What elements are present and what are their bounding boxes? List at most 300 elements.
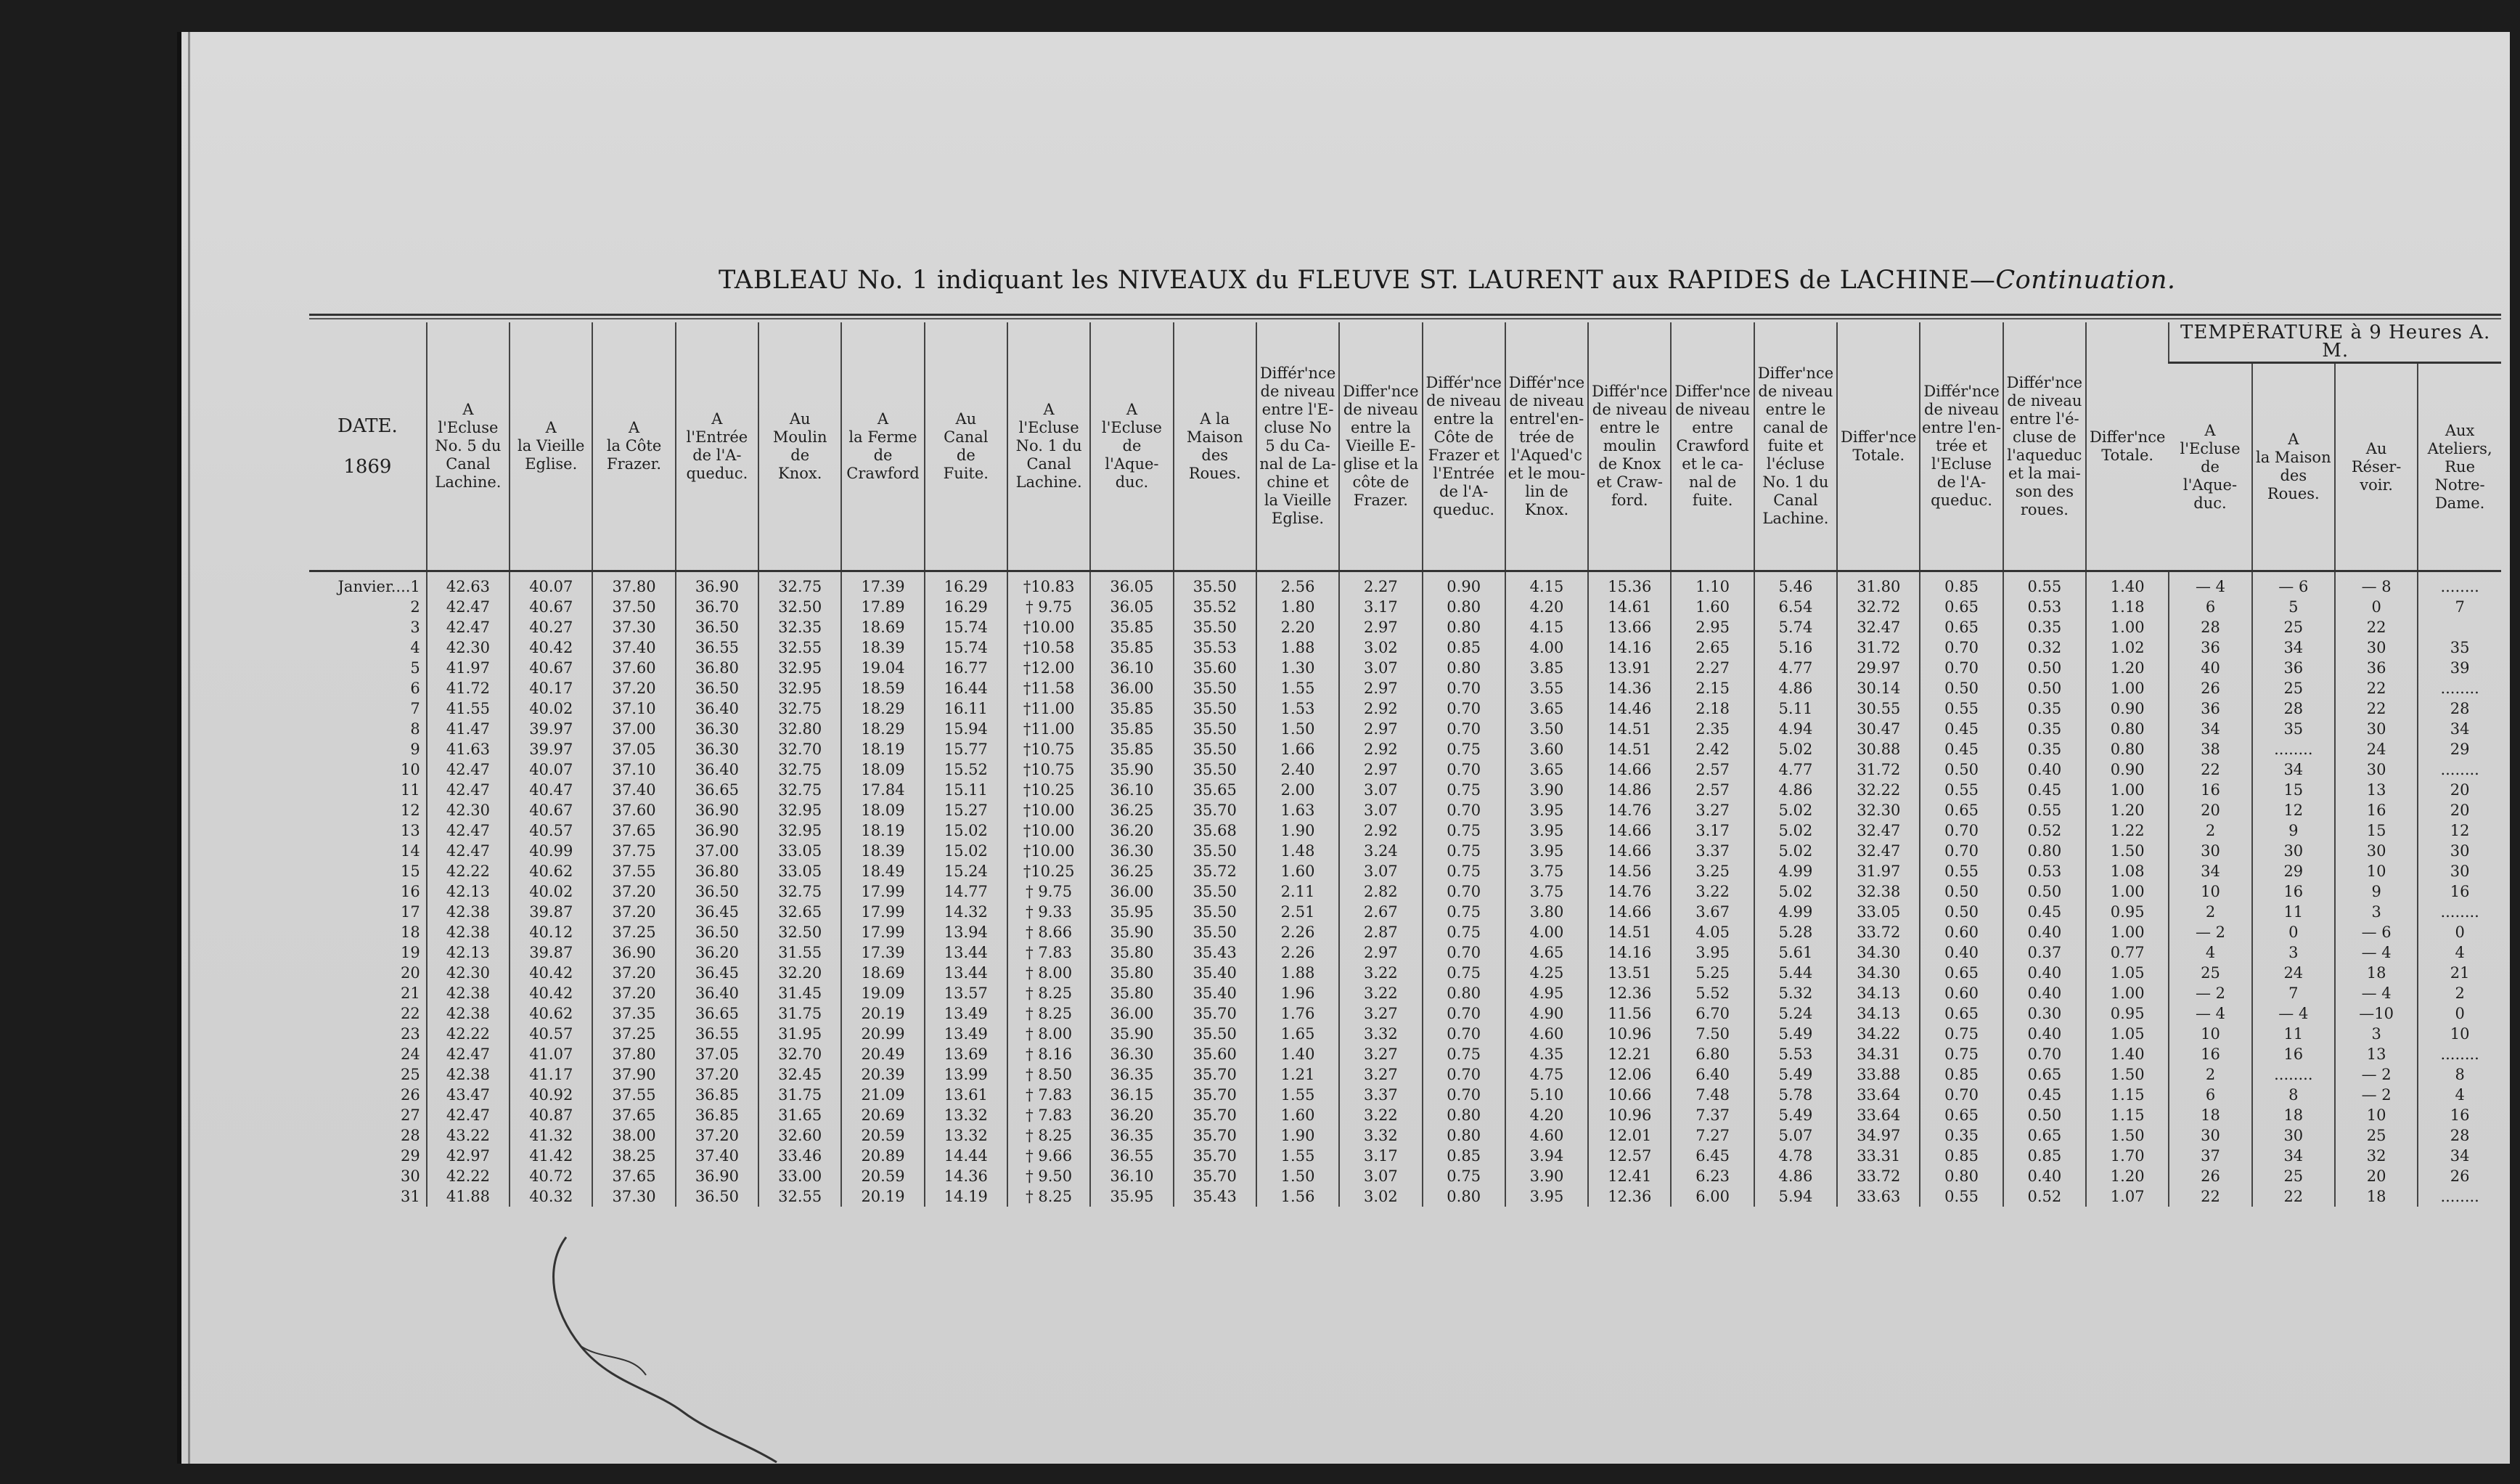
value-cell: † 7.83 [1007,942,1090,963]
value-cell: 10 [2418,1024,2501,1044]
table-row [309,759,2501,780]
value-cell: 35.70 [1174,1085,1256,1105]
header-line: voir. [2360,476,2393,494]
value-cell: 15.94 [925,719,1007,739]
value-cell: 2.51 [1256,902,1339,922]
value-cell: 1.55 [1256,1085,1339,1105]
value-cell: 15.52 [925,759,1007,780]
value-cell: 0.90 [2086,698,2169,719]
value-cell: 3.27 [1339,1044,1422,1064]
date-cell: 14 [401,842,420,860]
value-cell: 36.70 [676,597,758,617]
value-cell: 41.17 [510,1064,592,1085]
value-cell: 15 [2252,780,2335,800]
title-italic: Continuation. [1995,266,2176,295]
value-cell: 6.80 [1671,1044,1754,1064]
date-cell: 5 [410,659,420,677]
value-cell: 0.40 [2003,1024,2086,1044]
value-cell: 0.70 [1423,759,1505,780]
value-cell: † 8.25 [1007,983,1090,1003]
date-cell: 19 [401,944,420,961]
value-cell: 40.47 [510,780,592,800]
table-row [309,942,2501,963]
value-cell: 42.13 [427,881,510,902]
header-line: Rue [2445,457,2476,476]
value-cell: † 8.00 [1007,963,1090,983]
value-cell: 1.15 [2086,1085,2169,1105]
value-cell: 2.57 [1671,780,1754,800]
value-cell: 4.99 [1754,902,1837,922]
value-cell: 2.87 [1339,922,1422,942]
value-cell: 18 [2252,1105,2335,1125]
value-cell: 35 [2418,637,2501,658]
value-cell: 35.85 [1090,617,1173,637]
value-cell: 41.88 [427,1186,510,1207]
table-header [309,322,2501,571]
value-cell: 29 [2418,739,2501,759]
value-cell: 26 [2418,1166,2501,1186]
value-cell: 32.75 [758,759,841,780]
value-cell: 34 [2418,719,2501,739]
value-cell: 0.40 [2003,759,2086,780]
value-cell: 1.60 [1256,861,1339,881]
value-cell: 3.90 [1505,1166,1588,1186]
value-cell: 12.41 [1588,1166,1671,1186]
value-cell: 34 [2169,861,2251,881]
value-cell: 21 [2418,963,2501,983]
value-cell: 36 [2252,658,2335,678]
header-line: 5 du Ca- [1265,437,1330,454]
value-cell: 36.00 [1090,678,1173,698]
header-line: glise et la [1343,455,1419,473]
table-row [309,1105,2501,1125]
value-cell: 4.60 [1505,1024,1588,1044]
value-cell: 1.80 [1256,597,1339,617]
header-line: roues. [2020,500,2069,518]
value-cell: 21.09 [841,1085,924,1105]
value-cell: 2.97 [1339,678,1422,698]
header-line: Frazer et [1428,446,1500,464]
value-cell: †10.75 [1007,759,1090,780]
value-cell: 4.65 [1505,942,1588,963]
header-temperature-group: TEMPÉRATURE à 9 Heures A. M. [2169,322,2501,363]
value-cell: 16.44 [925,678,1007,698]
value-cell: 0.45 [2003,902,2086,922]
value-cell: 42.22 [427,1024,510,1044]
value-cell: 1.50 [2086,1125,2169,1146]
value-cell: 0.70 [1920,1085,2002,1105]
header-line: A [877,409,889,428]
value-cell: 37.75 [592,841,675,861]
value-cell: † 9.66 [1007,1146,1090,1166]
header-line: son des [2015,482,2074,500]
value-cell: 18.09 [841,800,924,820]
value-cell: 40.02 [510,881,592,902]
value-cell: 3.22 [1339,1105,1422,1125]
value-cell: 0.35 [2003,617,2086,637]
value-cell: 41.55 [427,698,510,719]
value-cell: 14.36 [1588,678,1671,698]
header-line: l'Ecluse [1018,419,1079,436]
value-cell: 0.52 [2003,1186,2086,1207]
header-line: et Craw- [1596,473,1663,491]
value-cell: 3.22 [1339,983,1422,1003]
value-cell: — 2 [2335,1085,2418,1105]
value-cell: 35.70 [1174,1003,1256,1024]
header-line: et le ca- [1682,455,1743,473]
value-cell: 4.95 [1505,983,1588,1003]
header-line: entre la [1433,409,1494,428]
value-cell: 0.35 [2003,698,2086,719]
value-cell: 4.20 [1505,597,1588,617]
value-cell: 42.30 [427,637,510,658]
value-cell: 0.60 [1920,983,2002,1003]
value-cell: 0.50 [2003,658,2086,678]
value-cell: 2.67 [1339,902,1422,922]
value-cell: 37.25 [592,922,675,942]
header-temp-col-1 [2169,363,2251,571]
value-cell: 3.27 [1339,1064,1422,1085]
header-line: chine et [1267,473,1329,491]
value-cell: 0.80 [2086,739,2169,759]
value-cell: 0.80 [2086,719,2169,739]
value-cell: 37.30 [592,617,675,637]
value-cell: ........ [2418,1186,2501,1207]
value-cell: 32.47 [1837,617,1920,637]
date-cell: 20 [401,964,420,982]
value-cell: 16 [2335,800,2418,820]
value-cell: 0.70 [1423,1024,1505,1044]
value-cell: 35.70 [1174,1105,1256,1125]
value-cell: 12 [2418,820,2501,841]
value-cell: †11.00 [1007,719,1090,739]
value-cell: 5.02 [1754,841,1837,861]
value-cell: 42.63 [427,571,510,598]
value-cell: 0.55 [2003,800,2086,820]
header-temp-col-2 [2252,363,2335,571]
value-cell: 3.95 [1671,942,1754,963]
value-cell: 13.91 [1588,658,1671,678]
header-line: Vieille E- [1346,437,1416,454]
date-cell: 11 [401,781,420,799]
value-cell: 42.38 [427,1064,510,1085]
value-cell: 31.65 [758,1105,841,1125]
value-cell: 32.45 [758,1064,841,1085]
header-line: queduc. [1931,492,1992,509]
value-cell: 2.57 [1671,759,1754,780]
value-cell: 35.95 [1090,1186,1173,1207]
value-cell: 1.05 [2086,963,2169,983]
header-col-10 [1174,322,1256,571]
header-line: Eglise. [525,455,578,473]
value-cell: 1.40 [2086,571,2169,598]
value-cell: 17.99 [841,922,924,942]
value-cell: 0.80 [1423,1105,1505,1125]
date-cell: 18 [401,924,420,941]
table-row [309,1166,2501,1186]
value-cell: 3.07 [1339,1166,1422,1186]
header-col-5 [758,322,841,571]
value-cell: 15.11 [925,780,1007,800]
header-line: No. 1 du [1015,437,1082,454]
value-cell: 43.22 [427,1125,510,1146]
value-cell: 0.70 [1423,719,1505,739]
value-cell: 35.90 [1090,1024,1173,1044]
value-cell: 40.42 [510,637,592,658]
value-cell: ........ [2418,678,2501,698]
value-cell: 40.72 [510,1166,592,1186]
value-cell: 35.95 [1090,902,1173,922]
value-cell: 25 [2169,963,2251,983]
value-cell: 1.56 [1256,1186,1339,1207]
value-cell: 0.40 [2003,983,2086,1003]
header-line: queduc. [686,464,748,482]
value-cell: 1.18 [2086,597,2169,617]
value-cell: — 8 [2335,571,2418,598]
value-cell: 2.65 [1671,637,1754,658]
value-cell: 36.35 [1090,1064,1173,1085]
value-cell: 26 [2169,678,2251,698]
header-line: Differ'nce [1757,364,1834,382]
value-cell: 37.05 [676,1044,758,1064]
value-cell: 40.27 [510,617,592,637]
header-line: la Maison [2256,449,2331,466]
value-cell: 3.32 [1339,1125,1422,1146]
date-cell: 15 [401,863,420,880]
header-line: Differ'nce [1841,428,1917,446]
value-cell: 0.70 [1920,658,2002,678]
value-cell: ........ [2252,1064,2335,1085]
value-cell: 37.50 [592,597,675,617]
header-line: canal de [1763,419,1828,436]
header-line: lin de [1525,482,1568,500]
value-cell: 0.53 [2003,597,2086,617]
value-cell: 35 [2252,719,2335,739]
value-cell: 1.21 [1256,1064,1339,1085]
table-row [309,841,2501,861]
value-cell: 6 [2169,1085,2251,1105]
value-cell: † 7.83 [1007,1105,1090,1125]
value-cell: 1.15 [2086,1105,2169,1125]
value-cell: 2.95 [1671,617,1754,637]
value-cell: 30 [2335,759,2418,780]
value-cell: 17.39 [841,571,924,598]
value-cell: 36.05 [1090,571,1173,598]
value-cell: 0.77 [2086,942,2169,963]
value-cell: 18.69 [841,963,924,983]
value-cell: 0.70 [1423,698,1505,719]
value-cell: — 6 [2335,922,2418,942]
value-cell: 35.85 [1090,698,1173,719]
value-cell: 0.55 [2003,571,2086,598]
value-cell: 35.50 [1174,678,1256,698]
table-row [309,678,2501,698]
value-cell: 4.20 [1505,1105,1588,1125]
value-cell: 17.39 [841,942,924,963]
table-row [309,637,2501,658]
header-line: et la mai- [2008,464,2081,482]
table-row [309,902,2501,922]
value-cell: 0 [2335,597,2418,617]
table-row [309,983,2501,1003]
value-cell: 1.05 [2086,1024,2169,1044]
table-row [309,1186,2501,1207]
value-cell: 0.55 [1920,698,2002,719]
header-line: A [462,401,474,418]
value-cell: 35.50 [1174,571,1256,598]
value-cell: 1.40 [1256,1044,1339,1064]
value-cell: — 4 [2252,1003,2335,1024]
value-cell: 6.70 [1671,1003,1754,1024]
value-cell: 35.72 [1174,861,1256,881]
value-cell: 1.30 [1256,658,1339,678]
value-cell: 1.07 [2086,1186,2169,1207]
value-cell: † 9.75 [1007,597,1090,617]
date-cell: 2 [410,598,420,616]
value-cell: 37.00 [592,719,675,739]
value-cell: 10 [2335,1105,2418,1125]
value-cell: 1.00 [2086,617,2169,637]
value-cell: 5.02 [1754,820,1837,841]
value-cell: 20.59 [841,1166,924,1186]
value-cell: 32.20 [758,963,841,983]
value-cell: ........ [2418,759,2501,780]
value-cell: 16 [2418,1105,2501,1125]
header-line: A la [1200,409,1230,428]
value-cell: 2.97 [1339,617,1422,637]
header-line: entre la [1350,419,1411,436]
header-line: Côte de [1433,428,1494,446]
value-cell: 13 [2335,780,2418,800]
value-cell: 32.60 [758,1125,841,1146]
value-cell: 2.82 [1339,881,1422,902]
value-cell: 0.50 [2003,1105,2086,1125]
value-cell: 18.39 [841,841,924,861]
date-cell: 24 [401,1045,420,1063]
table-body [309,571,2501,1207]
value-cell: 36.90 [676,820,758,841]
header-line: Canal [944,428,989,446]
value-cell: 16.77 [925,658,1007,678]
value-cell: 0.75 [1920,1024,2002,1044]
value-cell: 34 [2169,719,2251,739]
header-col-21 [2086,322,2169,571]
value-cell: 0.45 [2003,1085,2086,1105]
value-cell: 1.55 [1256,1146,1339,1166]
value-cell: 5.61 [1754,942,1837,963]
value-cell: 30 [2335,637,2418,658]
value-cell: 42.97 [427,1146,510,1166]
value-cell: 1.53 [1256,698,1339,719]
value-cell: 35.52 [1174,597,1256,617]
value-cell: 10.96 [1588,1105,1671,1125]
header-line: de [2201,457,2220,476]
value-cell [2418,617,2501,637]
value-cell: 36.80 [676,861,758,881]
table-row [309,698,2501,719]
header-line: cluse de [2012,428,2077,446]
value-cell: 11 [2252,1024,2335,1044]
header-col-4 [676,322,758,571]
value-cell: 0.35 [2003,719,2086,739]
title-text: TABLEAU No. 1 indiquant les NIVEAUX du FLEUVE ST. LAURENT aux RAPIDES de LACHINE— [719,266,1996,295]
value-cell: 36.90 [676,1166,758,1186]
value-cell: 14.16 [1588,637,1671,658]
header-col-12 [1339,322,1422,571]
value-cell: 5.78 [1754,1085,1837,1105]
value-cell: 41.32 [510,1125,592,1146]
header-line: cluse No [1264,419,1332,436]
value-cell: 36.20 [1090,820,1173,841]
value-cell: 0.50 [2003,881,2086,902]
table-row [309,739,2501,759]
header-line: Fuite. [943,464,989,482]
value-cell: 32.80 [758,719,841,739]
value-cell: 2 [2169,820,2251,841]
value-cell: 35.85 [1090,719,1173,739]
value-cell: 28 [2252,698,2335,719]
value-cell: 3.60 [1505,739,1588,759]
value-cell: 0.80 [1423,617,1505,637]
value-cell: 37.10 [592,698,675,719]
header-line: moulin [1603,437,1656,454]
date-cell: 28 [401,1127,420,1144]
value-cell: 0.55 [1920,780,2002,800]
value-cell: 2 [2169,902,2251,922]
value-cell: 12.06 [1588,1064,1671,1085]
value-cell: 37.90 [592,1064,675,1085]
table-row [309,881,2501,902]
value-cell: 0.50 [1920,902,2002,922]
value-cell: 3.75 [1505,861,1588,881]
header-line: la Vieille [1264,492,1332,509]
value-cell: 35.90 [1090,922,1173,942]
value-cell: 15.77 [925,739,1007,759]
value-cell: 9 [2335,881,2418,902]
value-cell: 20.39 [841,1064,924,1085]
value-cell: 13.44 [925,942,1007,963]
value-cell: 42.22 [427,1166,510,1186]
value-cell: 34.97 [1837,1125,1920,1146]
value-cell: 3.07 [1339,658,1422,678]
value-cell: 30 [2418,861,2501,881]
value-cell: 32.47 [1837,841,1920,861]
value-cell: 37.60 [592,658,675,678]
value-cell: 13.49 [925,1024,1007,1044]
value-cell: 13.32 [925,1105,1007,1125]
value-cell: 33.05 [758,861,841,881]
value-cell: 1.00 [2086,922,2169,942]
value-cell: 11 [2252,902,2335,922]
header-line: ford. [1611,492,1648,509]
value-cell: 5.16 [1754,637,1837,658]
value-cell: 3 [2335,902,2418,922]
header-line: A [2204,421,2216,439]
value-cell: 0.60 [1920,922,2002,942]
value-cell: 30.47 [1837,719,1920,739]
value-cell: 1.22 [2086,820,2169,841]
header-col-1 [427,322,510,571]
value-cell: 10.66 [1588,1085,1671,1105]
value-cell: 20 [2418,780,2501,800]
header-line: Frazer. [1353,492,1408,509]
value-cell: 32.55 [758,1186,841,1207]
header-line: de niveau [1509,391,1584,409]
value-cell: 32.70 [758,1044,841,1064]
value-cell: 32.75 [758,780,841,800]
value-cell: 14.77 [925,881,1007,902]
value-cell: 0.50 [1920,881,2002,902]
